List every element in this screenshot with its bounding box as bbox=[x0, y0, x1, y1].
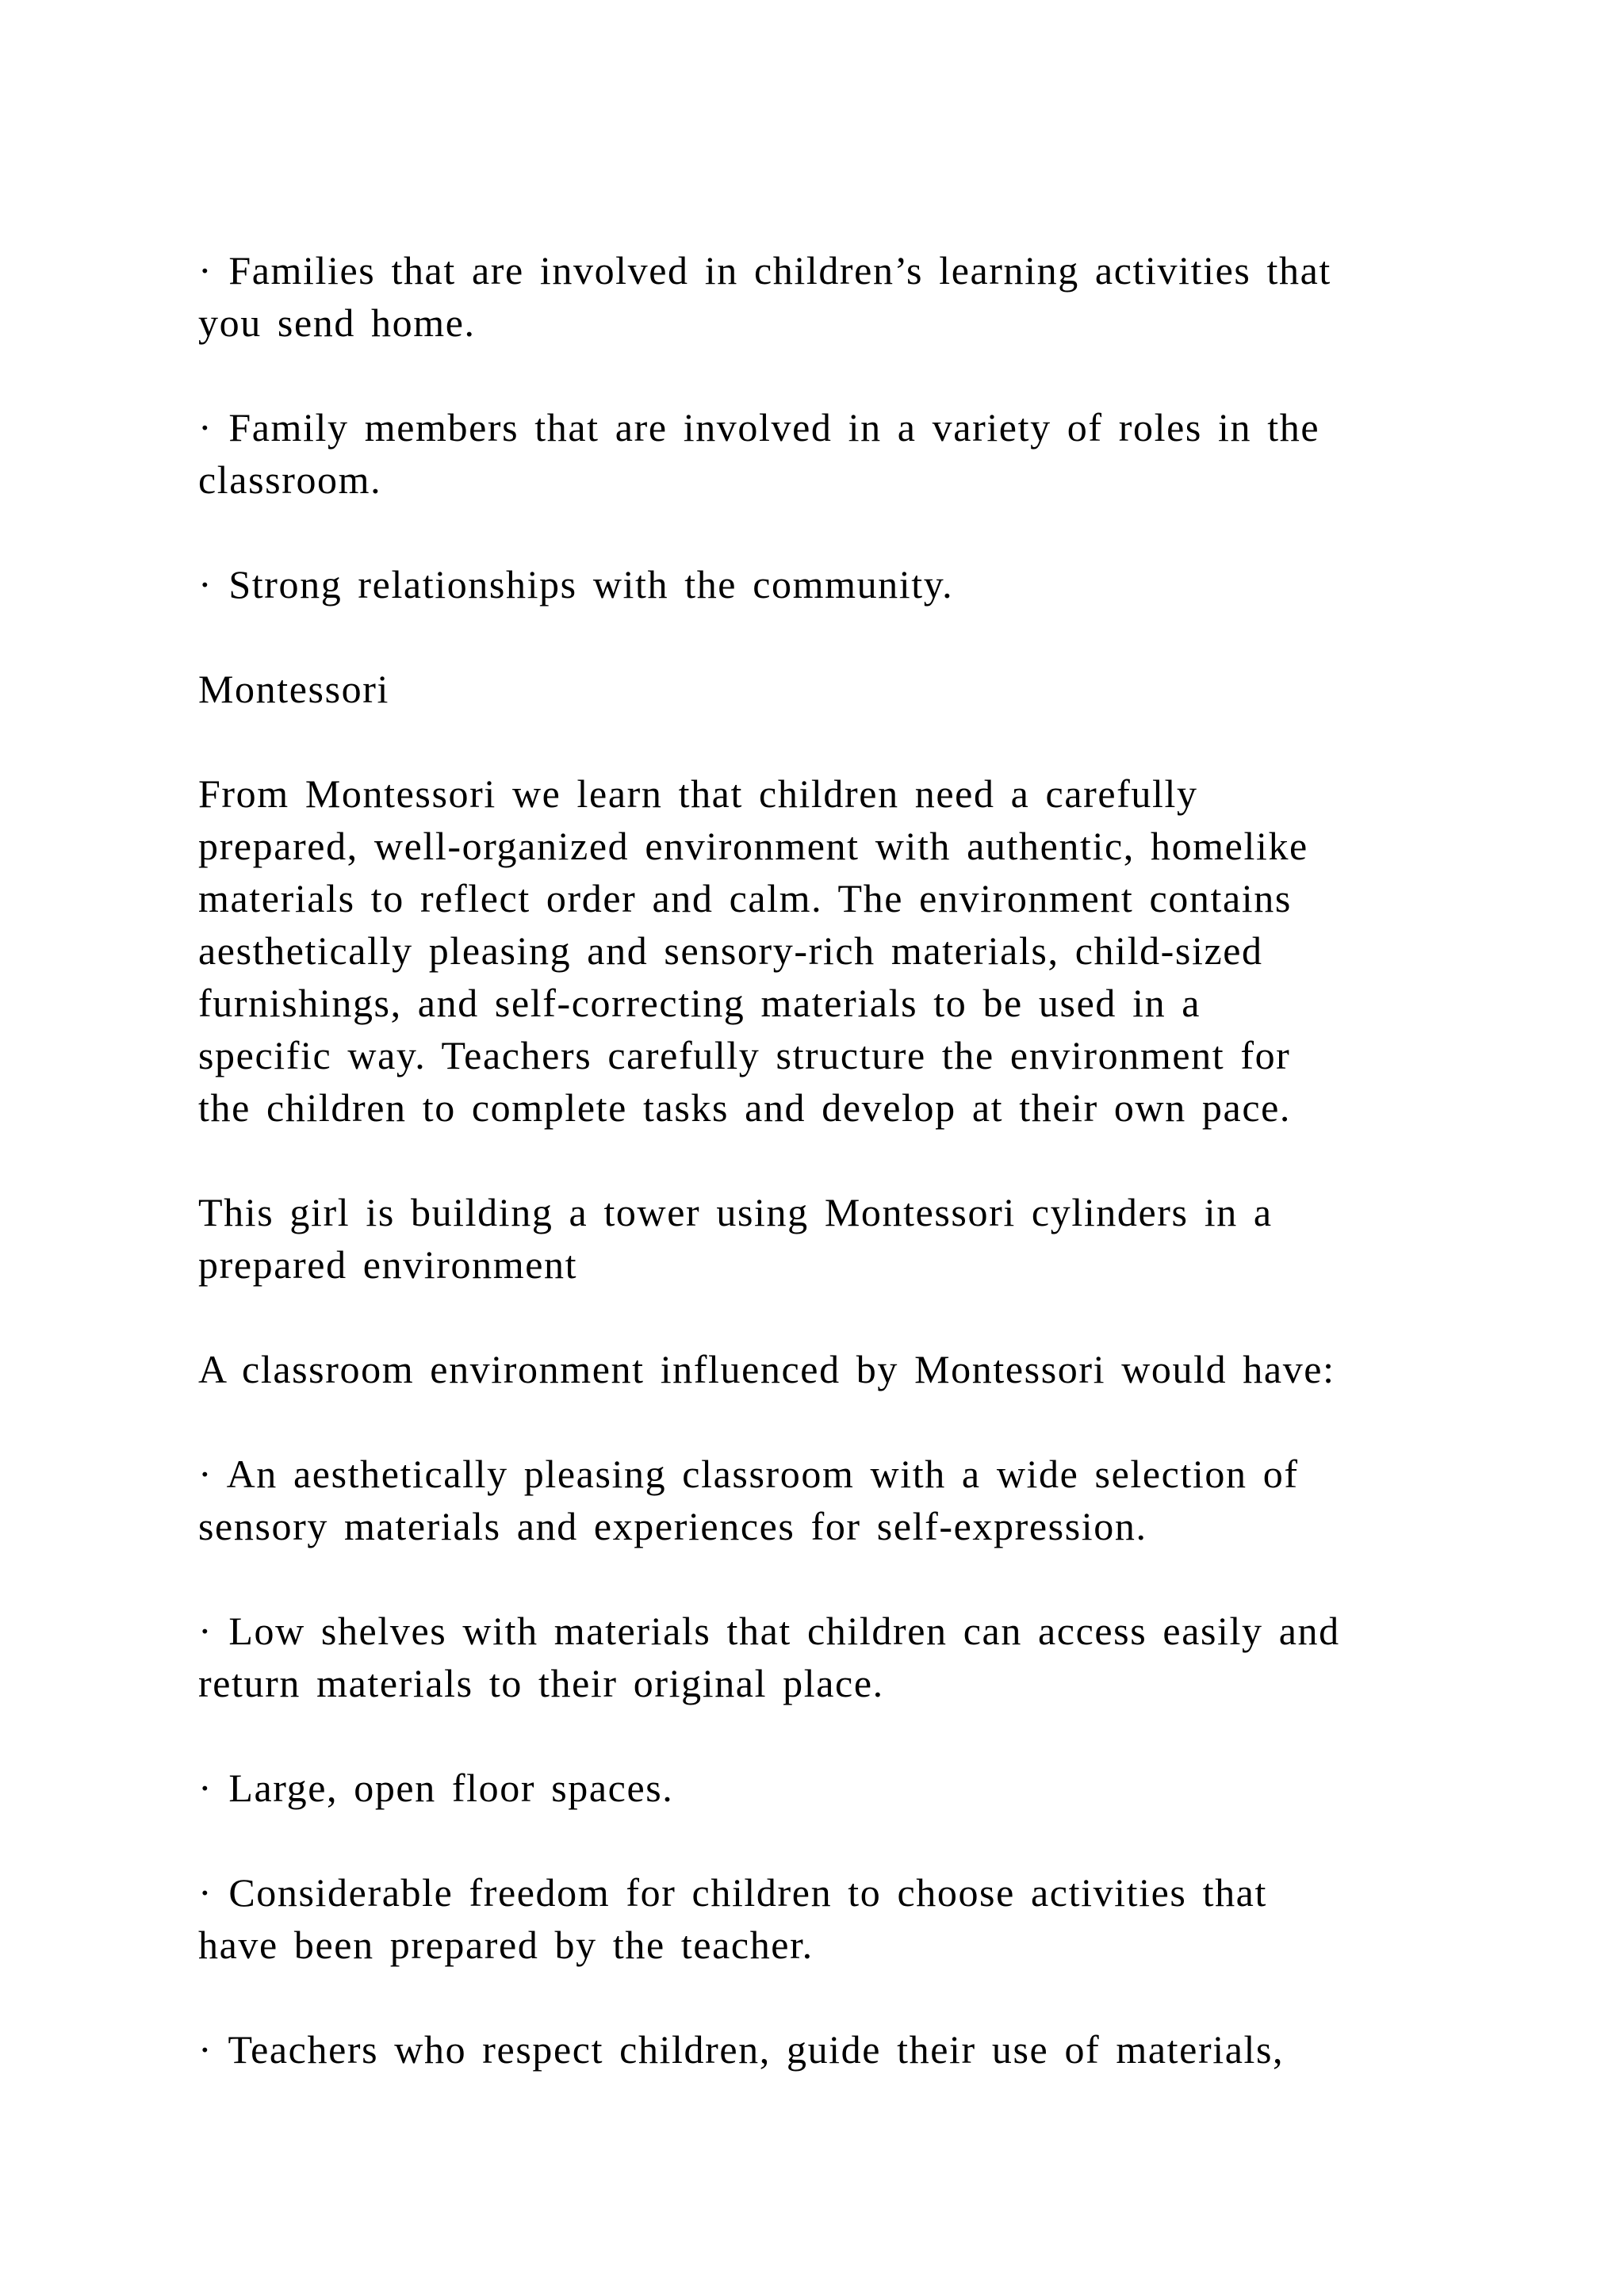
paragraph-montessori-environment: From Montessori we learn that children need a carefully prepared, well-organized environment with authentic, homelike materials to reflect order and calm. The environment contains aesthetically pleasing and sensory-rich materials, child-sized furnishings, and self-correcting materials to be used in a specific way. Teachers carefully structure the environment for the children to complete tasks and develop at their own pace. bbox=[198, 771, 1308, 1130]
document-body bbox=[198, 244, 1451, 2128]
bullet-aesthetic-classroom: · An aesthetically pleasing classroom with a wide selection of sensory materials and experiences for self-expression. bbox=[198, 1452, 1299, 1548]
bullet-community-relationships: · Strong relationships with the community. bbox=[198, 562, 954, 607]
bullet-open-floor-spaces: · Large, open floor spaces. bbox=[198, 1766, 674, 1810]
paragraph-classroom-intro: A classroom environment influenced by Montessori would have: bbox=[198, 1347, 1335, 1391]
section-heading-montessori: Montessori bbox=[198, 667, 389, 711]
bullet-teachers-respect: · Teachers who respect children, guide their use of materials, bbox=[198, 2027, 1285, 2072]
bullet-low-shelves: · Low shelves with materials that children can access easily and return materials to their original place. bbox=[198, 1609, 1340, 1705]
bullet-freedom-to-choose: · Considerable freedom for children to choose activities that have been prepared by the teacher. bbox=[198, 1870, 1267, 1967]
paragraph-photo-caption: This girl is building a tower using Montessori cylinders in a prepared environment bbox=[198, 1190, 1273, 1287]
bullet-family-members-roles: · Family members that are involved in a variety of roles in the classroom. bbox=[198, 405, 1320, 502]
bullet-families-learning-activities: · Families that are involved in children’s learning activities that you send home. bbox=[198, 248, 1331, 345]
